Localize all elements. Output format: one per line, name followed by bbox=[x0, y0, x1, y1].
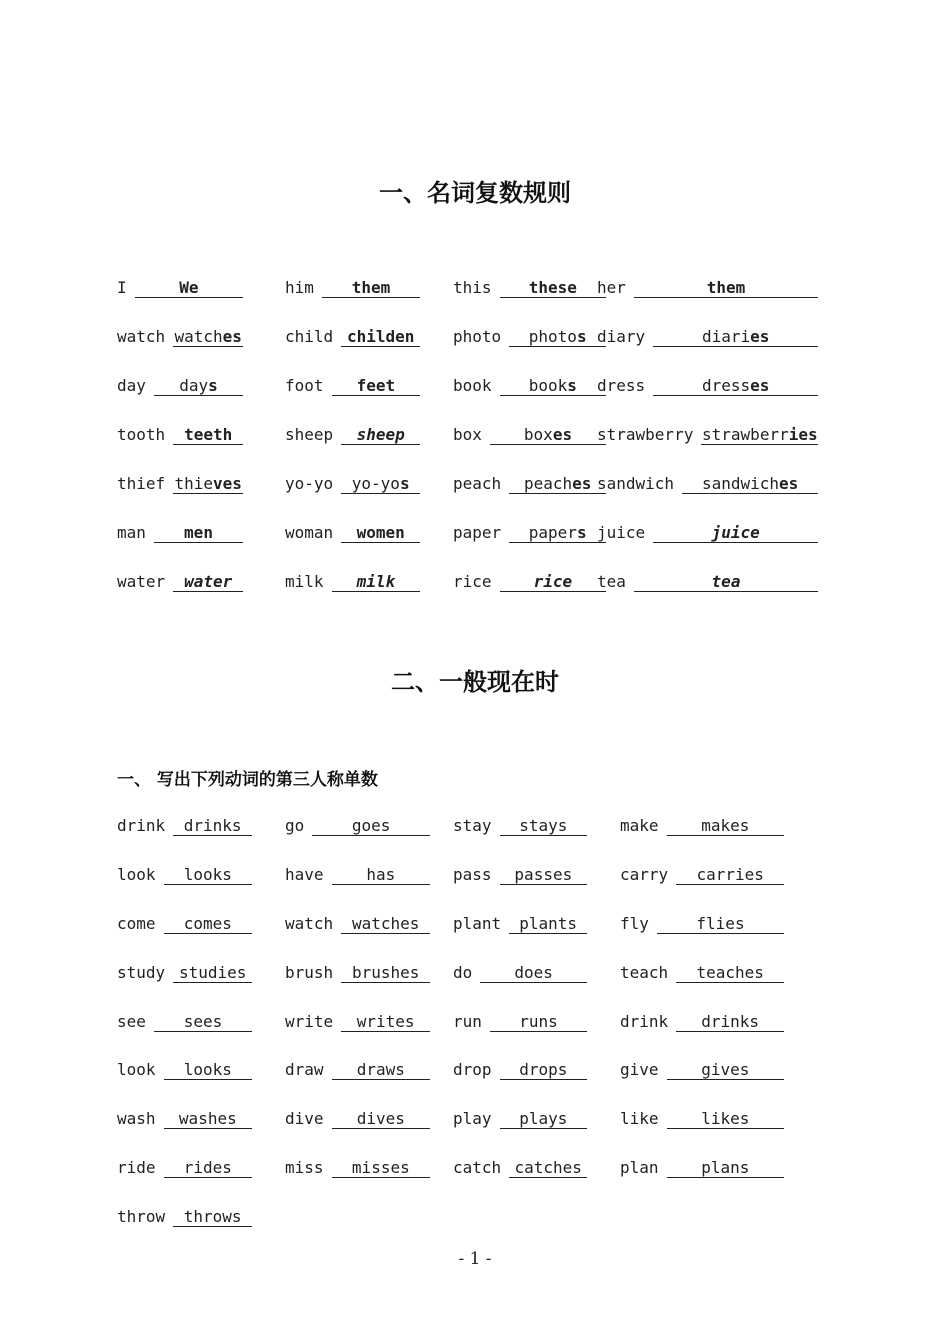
answer-text: drinks bbox=[701, 1012, 760, 1031]
prompt-word: foot bbox=[285, 376, 324, 395]
exercise-item bbox=[117, 522, 243, 544]
exercise-row bbox=[0, 1108, 950, 1130]
exercise-item bbox=[453, 815, 587, 837]
prompt-word: him bbox=[285, 278, 314, 297]
answer-blank bbox=[490, 426, 606, 445]
prompt-word: plant bbox=[453, 914, 502, 933]
answer-stem: yo-yo bbox=[351, 474, 400, 493]
answer-suffix: es bbox=[750, 327, 770, 346]
answer-text: them bbox=[706, 278, 746, 297]
exercise-item bbox=[453, 1011, 587, 1033]
prompt-word: drop bbox=[453, 1060, 492, 1079]
answer-text: plays bbox=[519, 1109, 568, 1128]
exercise-row bbox=[0, 962, 950, 984]
exercise-item bbox=[453, 326, 606, 348]
answer-blank bbox=[490, 1013, 587, 1032]
answer-text: men bbox=[184, 523, 213, 542]
exercise-item bbox=[453, 522, 606, 544]
exercise-item bbox=[285, 326, 420, 348]
prompt-word: peach bbox=[453, 474, 502, 493]
prompt-word: day bbox=[117, 376, 146, 395]
exercise-row bbox=[0, 1011, 950, 1033]
exercise-item bbox=[117, 1206, 252, 1228]
exercise-row bbox=[0, 571, 950, 593]
answer-suffix: es bbox=[750, 376, 770, 395]
exercise-item bbox=[285, 375, 420, 397]
prompt-word: like bbox=[620, 1109, 659, 1128]
exercise-item bbox=[620, 1157, 784, 1179]
answer-blank bbox=[341, 426, 420, 445]
prompt-word: draw bbox=[285, 1060, 324, 1079]
answer-blank bbox=[173, 1208, 252, 1227]
prompt-word: water bbox=[117, 572, 166, 591]
answer-blank bbox=[500, 1061, 588, 1080]
answer-text: women bbox=[356, 523, 405, 542]
answer-blank bbox=[509, 328, 606, 347]
exercise-item bbox=[285, 424, 420, 446]
exercise-item bbox=[453, 864, 587, 886]
answer-blank bbox=[667, 1159, 785, 1178]
answer-suffix: es bbox=[552, 425, 573, 444]
answer-blank bbox=[154, 377, 243, 396]
prompt-word: plan bbox=[620, 1158, 659, 1177]
exercise-item bbox=[453, 913, 587, 935]
answer-blank bbox=[509, 915, 587, 934]
answer-blank bbox=[154, 524, 243, 543]
answer-blank bbox=[332, 1159, 431, 1178]
exercise-item bbox=[620, 1011, 784, 1033]
answer-text: brushes bbox=[351, 963, 420, 982]
prompt-word: dress bbox=[597, 376, 646, 395]
exercise-item bbox=[620, 1108, 784, 1130]
answer-text: stays bbox=[519, 816, 568, 835]
answer-text: milk bbox=[356, 572, 396, 591]
answer-text: childen bbox=[346, 327, 415, 346]
answer-text: plants bbox=[519, 914, 578, 933]
exercise-item bbox=[117, 1157, 252, 1179]
answer-blank bbox=[332, 377, 421, 396]
prompt-word: sandwich bbox=[597, 474, 675, 493]
answer-text: juice bbox=[711, 523, 760, 542]
exercise-item bbox=[453, 962, 587, 984]
prompt-word: diary bbox=[597, 327, 646, 346]
answer-text: does bbox=[514, 963, 553, 982]
answer-text: drops bbox=[519, 1060, 568, 1079]
exercise-item bbox=[285, 1157, 430, 1179]
exercise-item bbox=[597, 277, 818, 299]
answer-suffix: es bbox=[222, 327, 242, 346]
prompt-word: come bbox=[117, 914, 156, 933]
answer-blank bbox=[322, 279, 420, 298]
exercise-item bbox=[285, 815, 430, 837]
answer-blank bbox=[657, 915, 784, 934]
answer-suffix: ves bbox=[212, 474, 242, 493]
prompt-word: juice bbox=[597, 523, 646, 542]
exercise-item bbox=[285, 962, 430, 984]
prompt-word: play bbox=[453, 1109, 492, 1128]
exercise-row bbox=[0, 815, 950, 837]
exercise-item bbox=[117, 1059, 252, 1081]
prompt-word: man bbox=[117, 523, 146, 542]
exercise-row bbox=[0, 1059, 950, 1081]
prompt-word: child bbox=[285, 327, 334, 346]
prompt-word: tea bbox=[597, 572, 626, 591]
answer-stem: sandwich bbox=[701, 474, 780, 493]
answer-blank bbox=[653, 524, 818, 543]
answer-blank bbox=[341, 1013, 430, 1032]
prompt-word: brush bbox=[285, 963, 334, 982]
prompt-word: miss bbox=[285, 1158, 324, 1177]
answer-text: goes bbox=[351, 816, 391, 835]
exercise-row bbox=[0, 1157, 950, 1179]
exercise-item bbox=[453, 1108, 587, 1130]
answer-text: throws bbox=[183, 1207, 242, 1226]
exercise-item bbox=[117, 424, 243, 446]
exercise-item bbox=[285, 277, 420, 299]
answer-stem: thie bbox=[174, 474, 213, 493]
prompt-word: drink bbox=[117, 816, 166, 835]
exercise-row bbox=[0, 424, 950, 446]
answer-blank bbox=[676, 866, 784, 885]
answer-blank bbox=[480, 964, 587, 983]
answer-text: catches bbox=[514, 1158, 582, 1177]
answer-blank bbox=[341, 475, 420, 494]
exercise-item bbox=[117, 326, 243, 348]
answer-text: looks bbox=[183, 865, 232, 884]
answer-blank bbox=[341, 328, 420, 347]
answer-blank bbox=[164, 866, 253, 885]
prompt-word: watch bbox=[285, 914, 334, 933]
answer-blank bbox=[653, 328, 818, 347]
answer-suffix: s bbox=[399, 474, 410, 493]
answer-text: feet bbox=[356, 376, 396, 395]
answer-text: sees bbox=[183, 1012, 223, 1031]
exercise-row bbox=[0, 522, 950, 544]
exercise-item bbox=[117, 571, 243, 593]
answer-blank bbox=[332, 866, 431, 885]
exercise-row bbox=[0, 375, 950, 397]
prompt-word: study bbox=[117, 963, 166, 982]
answer-text: looks bbox=[183, 1060, 232, 1079]
exercise-heading: 一、 写出下列动词的第三人称单数 bbox=[117, 770, 378, 790]
answer-blank bbox=[676, 964, 784, 983]
exercise-item bbox=[453, 424, 606, 446]
exercise-item bbox=[117, 1011, 252, 1033]
answer-blank bbox=[341, 524, 420, 543]
prompt-word: fly bbox=[620, 914, 649, 933]
prompt-word: ride bbox=[117, 1158, 156, 1177]
answer-blank bbox=[682, 475, 818, 494]
answer-stem: photo bbox=[528, 327, 577, 346]
answer-text: rides bbox=[183, 1158, 232, 1177]
answer-blank bbox=[164, 1159, 253, 1178]
prompt-word: stay bbox=[453, 816, 492, 835]
answer-blank bbox=[500, 817, 588, 836]
prompt-word: see bbox=[117, 1012, 146, 1031]
answer-blank bbox=[154, 1013, 252, 1032]
prompt-word: run bbox=[453, 1012, 482, 1031]
section1-title: 一、名词复数规则 bbox=[379, 179, 571, 207]
answer-text: has bbox=[366, 865, 396, 884]
prompt-word: catch bbox=[453, 1158, 502, 1177]
prompt-word: yo-yo bbox=[285, 474, 334, 493]
answer-blank bbox=[667, 1061, 785, 1080]
exercise-item bbox=[285, 1108, 430, 1130]
answer-blank bbox=[341, 915, 430, 934]
exercise-item bbox=[117, 375, 243, 397]
exercise-row bbox=[0, 913, 950, 935]
exercise-item bbox=[597, 375, 818, 397]
answer-blank bbox=[173, 328, 243, 347]
exercise-row bbox=[0, 1206, 950, 1228]
prompt-word: watch bbox=[117, 327, 166, 346]
answer-blank bbox=[667, 817, 785, 836]
prompt-word: pass bbox=[453, 865, 492, 884]
exercise-item bbox=[453, 571, 606, 593]
answer-text: water bbox=[184, 572, 233, 591]
exercise-item bbox=[285, 913, 430, 935]
answer-blank bbox=[500, 279, 607, 298]
answer-blank bbox=[312, 817, 430, 836]
answer-blank bbox=[509, 524, 606, 543]
exercise-item bbox=[285, 1011, 430, 1033]
answer-blank bbox=[332, 1110, 431, 1129]
answer-blank bbox=[164, 1061, 253, 1080]
exercise-item bbox=[620, 815, 784, 837]
answer-stem: strawberr bbox=[702, 425, 789, 444]
answer-suffix: es bbox=[572, 474, 592, 493]
answer-text: these bbox=[528, 278, 577, 297]
prompt-word: woman bbox=[285, 523, 334, 542]
prompt-word: dive bbox=[285, 1109, 324, 1128]
answer-blank bbox=[676, 1013, 784, 1032]
exercise-row bbox=[0, 864, 950, 886]
answer-suffix: s bbox=[567, 376, 577, 395]
exercise-item bbox=[620, 962, 784, 984]
answer-text: teaches bbox=[696, 963, 764, 982]
exercise-item bbox=[117, 962, 252, 984]
exercise-item bbox=[453, 277, 606, 299]
answer-blank bbox=[500, 377, 607, 396]
answer-text: draws bbox=[356, 1060, 405, 1079]
answer-blank bbox=[173, 426, 243, 445]
answer-blank bbox=[173, 573, 243, 592]
answer-suffix: s bbox=[576, 327, 587, 346]
exercise-item bbox=[117, 864, 252, 886]
answer-text: tea bbox=[711, 572, 741, 591]
answer-blank bbox=[164, 1110, 253, 1129]
exercise-item bbox=[117, 815, 252, 837]
answer-text: dives bbox=[356, 1109, 405, 1128]
exercise-item bbox=[597, 571, 818, 593]
answer-blank bbox=[701, 426, 818, 445]
answer-stem: peach bbox=[523, 474, 573, 493]
exercise-item bbox=[285, 522, 420, 544]
prompt-word: throw bbox=[117, 1207, 166, 1226]
answer-text: comes bbox=[183, 914, 232, 933]
exercise-item bbox=[453, 473, 606, 495]
answer-blank bbox=[509, 1159, 587, 1178]
answer-suffix: ies bbox=[788, 425, 818, 444]
answer-blank bbox=[135, 279, 243, 298]
answer-blank bbox=[634, 573, 818, 592]
prompt-word: rice bbox=[453, 572, 492, 591]
prompt-word: wash bbox=[117, 1109, 156, 1128]
answer-blank bbox=[332, 573, 421, 592]
prompt-word: strawberry bbox=[597, 425, 694, 444]
answer-stem: box bbox=[523, 425, 553, 444]
exercise-row bbox=[0, 473, 950, 495]
prompt-word: have bbox=[285, 865, 324, 884]
answer-text: them bbox=[351, 278, 391, 297]
answer-blank bbox=[653, 377, 818, 396]
prompt-word: look bbox=[117, 865, 156, 884]
exercise-item bbox=[620, 864, 784, 886]
answer-text: writes bbox=[356, 1012, 415, 1031]
answer-text: drinks bbox=[183, 816, 242, 835]
answer-blank bbox=[173, 475, 243, 494]
exercise-item bbox=[285, 473, 420, 495]
exercise-item bbox=[620, 913, 784, 935]
answer-stem: dress bbox=[701, 376, 751, 395]
exercise-item bbox=[117, 1108, 252, 1130]
prompt-word: thief bbox=[117, 474, 166, 493]
page-number: - 1 - bbox=[458, 1249, 492, 1269]
answer-stem: day bbox=[179, 376, 209, 395]
answer-text: plans bbox=[701, 1158, 750, 1177]
answer-text: studies bbox=[178, 963, 247, 982]
answer-text: passes bbox=[514, 865, 573, 884]
prompt-word: this bbox=[453, 278, 492, 297]
answer-text: likes bbox=[701, 1109, 750, 1128]
prompt-word: paper bbox=[453, 523, 502, 542]
exercise-item bbox=[117, 473, 243, 495]
prompt-word: photo bbox=[453, 327, 502, 346]
exercise-item bbox=[453, 375, 606, 397]
answer-blank bbox=[173, 817, 252, 836]
exercise-row bbox=[0, 326, 950, 348]
exercise-item bbox=[620, 1059, 784, 1081]
answer-text: flies bbox=[696, 914, 745, 933]
prompt-word: box bbox=[453, 425, 482, 444]
answer-text: rice bbox=[533, 572, 573, 591]
prompt-word: tooth bbox=[117, 425, 166, 444]
answer-suffix: s bbox=[576, 523, 587, 542]
answer-blank bbox=[667, 1110, 785, 1129]
prompt-word: give bbox=[620, 1060, 659, 1079]
exercise-item bbox=[117, 913, 252, 935]
prompt-word: milk bbox=[285, 572, 324, 591]
prompt-word: carry bbox=[620, 865, 669, 884]
answer-text: makes bbox=[701, 816, 750, 835]
prompt-word: write bbox=[285, 1012, 334, 1031]
answer-text: sheep bbox=[356, 425, 405, 444]
answer-text: washes bbox=[178, 1109, 237, 1128]
answer-blank bbox=[341, 964, 430, 983]
exercise-item bbox=[117, 277, 243, 299]
answer-blank bbox=[500, 1110, 588, 1129]
answer-blank bbox=[173, 964, 252, 983]
answer-blank bbox=[332, 1061, 431, 1080]
prompt-word: go bbox=[285, 816, 305, 835]
exercise-item bbox=[597, 473, 818, 495]
prompt-word: I bbox=[117, 278, 127, 297]
answer-stem: book bbox=[528, 376, 568, 395]
prompt-word: make bbox=[620, 816, 659, 835]
exercise-item bbox=[453, 1157, 587, 1179]
exercise-row bbox=[0, 277, 950, 299]
exercise-item bbox=[597, 522, 818, 544]
exercise-item bbox=[285, 571, 420, 593]
answer-blank bbox=[164, 915, 253, 934]
answer-text: teeth bbox=[184, 425, 233, 444]
answer-blank bbox=[500, 573, 607, 592]
answer-text: misses bbox=[351, 1158, 410, 1177]
prompt-word: drink bbox=[620, 1012, 669, 1031]
exercise-item bbox=[453, 1059, 587, 1081]
answer-suffix: s bbox=[208, 376, 218, 395]
answer-text: carries bbox=[696, 865, 764, 884]
answer-blank bbox=[509, 475, 606, 494]
exercise-item bbox=[285, 1059, 430, 1081]
answer-text: runs bbox=[519, 1012, 558, 1031]
exercise-item bbox=[597, 424, 818, 446]
exercise-item bbox=[285, 864, 430, 886]
answer-stem: diari bbox=[701, 327, 751, 346]
prompt-word: her bbox=[597, 278, 626, 297]
prompt-word: book bbox=[453, 376, 492, 395]
answer-text: watches bbox=[351, 914, 420, 933]
answer-stem: paper bbox=[528, 523, 577, 542]
prompt-word: sheep bbox=[285, 425, 334, 444]
answer-blank bbox=[500, 866, 588, 885]
prompt-word: look bbox=[117, 1060, 156, 1079]
section2-title: 二、一般现在时 bbox=[391, 668, 559, 696]
answer-suffix: es bbox=[779, 474, 799, 493]
prompt-word: teach bbox=[620, 963, 669, 982]
answer-stem: watch bbox=[174, 327, 223, 346]
prompt-word: do bbox=[453, 963, 473, 982]
exercise-item bbox=[597, 326, 818, 348]
answer-text: gives bbox=[701, 1060, 750, 1079]
answer-text: We bbox=[179, 278, 199, 297]
answer-blank bbox=[634, 279, 818, 298]
